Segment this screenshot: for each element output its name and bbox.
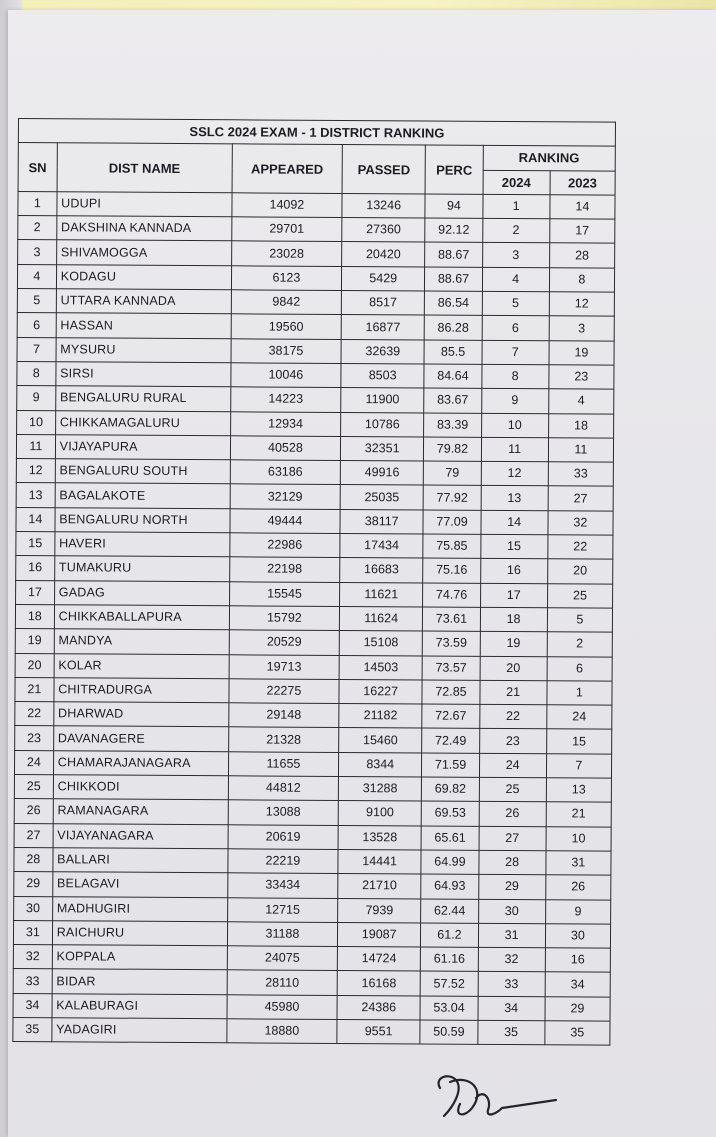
cell-perc: 94 [425,194,482,219]
cell-rank-2023: 32 [548,510,613,535]
table-row [13,945,610,973]
cell-perc: 65.61 [422,826,479,851]
cell-perc: 73.59 [423,631,480,656]
cell-rank-2023: 6 [547,656,612,681]
cell-perc: 69.53 [422,801,479,826]
cell-perc: 69.82 [422,777,479,802]
cell-rank-2024: 24 [479,753,546,778]
cell-sn: 35 [13,1017,52,1042]
cell-appeared: 9842 [231,290,341,315]
cell-rank-2023: 8 [549,268,614,293]
cell-appeared: 63186 [230,460,340,485]
cell-sn: 28 [14,847,53,872]
table-row [14,775,611,803]
cell-sn: 16 [16,556,55,581]
cell-rank-2023: 15 [546,729,611,754]
cell-rank-2024: 3 [482,243,549,268]
cell-appeared: 20529 [229,630,339,655]
cell-appeared: 28110 [227,970,337,995]
cell-appeared: 44812 [228,776,338,801]
cell-rank-2024: 18 [480,607,547,632]
cell-rank-2023: 33 [548,462,613,487]
table-row [16,483,613,511]
table-row [15,677,612,705]
cell-rank-2024: 13 [481,486,548,511]
cell-dist-name: BIDAR [52,969,227,994]
cell-passed: 14441 [338,849,422,874]
cell-rank-2024: 28 [478,850,545,875]
cell-dist-name: CHIKKODI [53,775,228,800]
cell-dist-name: HASSAN [56,313,231,338]
cell-appeared: 29148 [229,703,339,728]
cell-rank-2024: 12 [481,461,548,486]
table-row [17,337,614,365]
cell-perc: 79 [424,461,481,486]
cell-sn: 11 [16,434,55,459]
cell-rank-2024: 8 [481,364,548,389]
cell-rank-2023: 12 [549,292,614,317]
cell-rank-2023: 13 [546,778,611,803]
cell-rank-2024: 1 [482,194,549,219]
table-row [17,313,614,341]
cell-perc: 75.16 [423,558,480,583]
cell-rank-2024: 5 [482,291,549,316]
cell-dist-name: TUMAKURU [54,556,229,581]
cell-perc: 62.44 [421,898,478,923]
cell-rank-2023: 27 [548,486,613,511]
cell-rank-2023: 2 [547,632,612,657]
cell-sn: 23 [15,726,54,751]
cell-perc: 84.64 [424,364,481,389]
cell-appeared: 24075 [227,946,337,971]
cell-passed: 25035 [340,485,424,510]
cell-dist-name: DAVANAGERE [53,726,228,751]
cell-perc: 79.82 [424,437,481,462]
cell-rank-2024: 23 [479,729,546,754]
cell-appeared: 19560 [231,314,341,339]
cell-perc: 61.16 [421,947,478,972]
table-row [16,532,613,560]
table-row [16,556,613,584]
cell-passed: 11624 [339,606,423,631]
table-row [16,434,613,462]
cell-rank-2023: 24 [547,705,612,730]
cell-rank-2024: 31 [478,923,545,948]
cell-sn: 18 [15,604,54,629]
cell-appeared: 38175 [231,338,341,363]
cell-passed: 13246 [342,193,426,218]
cell-perc: 83.39 [424,413,481,438]
cell-perc: 88.67 [425,267,482,292]
cell-dist-name: CHITRADURGA [54,678,229,703]
cell-sn: 22 [15,702,54,727]
table-row [14,750,611,778]
cell-sn: 32 [13,945,52,970]
cell-rank-2024: 34 [478,996,545,1021]
cell-appeared: 15545 [229,581,339,606]
table-row [18,216,615,244]
table-row [14,896,611,924]
cell-appeared: 12715 [228,897,338,922]
cell-rank-2024: 35 [477,1020,544,1045]
table-body [13,191,615,1045]
handwritten-signature [430,1068,570,1128]
cell-passed: 32351 [340,436,424,461]
header-passed: PASSED [342,145,426,194]
cell-dist-name: VIJAYANAGARA [53,823,228,848]
header-appeared: APPEARED [232,144,342,193]
cell-rank-2024: 9 [481,389,548,414]
cell-rank-2023: 1 [547,681,612,706]
table-row [13,1017,610,1045]
header-rank-2024: 2024 [483,170,550,195]
header-ranking: RANKING [483,146,616,171]
cell-rank-2023: 34 [545,972,610,997]
cell-rank-2024: 33 [478,972,545,997]
table-row [14,799,611,827]
cell-rank-2023: 9 [545,899,610,924]
cell-perc: 75.85 [423,534,480,559]
cell-perc: 71.59 [422,753,479,778]
cell-dist-name: YADAGIRI [52,1018,227,1043]
cell-passed: 15460 [339,728,423,753]
cell-rank-2023: 17 [549,219,614,244]
cell-perc: 85.5 [424,340,481,365]
cell-dist-name: MYSURU [56,337,231,362]
table-title-row [18,119,615,147]
cell-appeared: 49444 [230,509,340,534]
cell-rank-2023: 30 [545,924,610,949]
cell-dist-name: BALLARI [53,848,228,873]
cell-perc: 64.99 [421,850,478,875]
cell-rank-2023: 35 [545,1021,610,1046]
cell-rank-2023: 23 [549,365,614,390]
cell-perc: 61.2 [421,923,478,948]
cell-sn: 29 [14,872,53,897]
cell-appeared: 45980 [227,994,337,1019]
cell-appeared: 23028 [232,241,342,266]
cell-rank-2024: 25 [479,777,546,802]
cell-sn: 21 [15,677,54,702]
cell-rank-2024: 10 [481,413,548,438]
cell-passed: 5429 [341,266,425,291]
cell-appeared: 6123 [231,266,341,291]
cell-rank-2023: 22 [548,535,613,560]
cell-passed: 16877 [341,315,425,340]
cell-rank-2023: 29 [545,996,610,1021]
cell-passed: 21710 [338,874,422,899]
cell-perc: 73.57 [423,656,480,681]
cell-dist-name: CHAMARAJANAGARA [53,750,228,775]
table-row [17,386,614,414]
cell-appeared: 22275 [229,679,339,704]
cell-dist-name: KODAGU [56,265,231,290]
header-dist-name: DIST NAME [57,143,233,193]
table-row [15,629,612,657]
cell-rank-2024: 21 [479,680,546,705]
cell-sn: 26 [14,799,53,824]
table-row [13,969,610,997]
cell-appeared: 12934 [230,411,340,436]
cell-passed: 27360 [342,218,426,243]
cell-sn: 27 [14,823,53,848]
cell-passed: 8344 [338,752,422,777]
cell-appeared: 11655 [228,752,338,777]
table-row [13,920,610,948]
cell-rank-2024: 6 [482,316,549,341]
cell-rank-2023: 10 [546,826,611,851]
cell-rank-2024: 17 [480,583,547,608]
cell-perc: 88.67 [425,242,482,267]
table-row [17,410,614,438]
cell-rank-2023: 3 [549,316,614,341]
table-row [17,289,614,317]
cell-rank-2024: 4 [482,267,549,292]
table-header-row [18,143,615,171]
cell-sn: 19 [15,629,54,654]
cell-passed: 8503 [341,363,425,388]
cell-appeared: 22219 [228,849,338,874]
cell-sn: 20 [15,653,54,678]
table-row [18,191,615,219]
cell-passed: 15108 [339,631,423,656]
cell-rank-2023: 26 [545,875,610,900]
cell-sn: 6 [17,313,56,338]
cell-passed: 14724 [337,947,421,972]
table-row [14,847,611,875]
cell-sn: 31 [13,920,52,945]
cell-dist-name: BELAGAVI [52,872,227,897]
cell-dist-name: MADHUGIRI [52,896,227,921]
table-row [16,459,613,487]
cell-rank-2024: 26 [479,802,546,827]
cell-passed: 10786 [340,412,424,437]
cell-dist-name: UDUPI [57,192,232,217]
cell-appeared: 15792 [229,606,339,631]
cell-perc: 72.85 [422,680,479,705]
cell-dist-name: SHIVAMOGGA [56,240,231,265]
cell-rank-2024: 14 [480,510,547,535]
cell-dist-name: DAKSHINA KANNADA [56,216,231,241]
cell-perc: 83.67 [424,388,481,413]
cell-rank-2024: 11 [481,437,548,462]
district-ranking-table [12,118,616,1046]
table-row [16,580,613,608]
table-row [18,240,615,268]
cell-rank-2023: 28 [549,243,614,268]
cell-dist-name: CHIKKAMAGALURU [55,410,230,435]
cell-passed: 9551 [337,1019,421,1044]
table-row [15,702,612,730]
cell-sn: 13 [16,483,55,508]
cell-sn: 15 [16,532,55,557]
cell-perc: 72.49 [422,728,479,753]
cell-dist-name: RAICHURU [52,921,227,946]
cell-dist-name: BAGALAKOTE [55,483,230,508]
cell-sn: 2 [18,216,57,241]
cell-perc: 77.09 [423,510,480,535]
cell-passed: 21182 [339,704,423,729]
cell-passed: 24386 [337,995,421,1020]
cell-sn: 7 [17,337,56,362]
table-row [16,507,613,535]
cell-perc: 86.54 [425,291,482,316]
cell-rank-2024: 7 [482,340,549,365]
cell-dist-name: VIJAYAPURA [55,435,230,460]
cell-passed: 14503 [339,655,423,680]
table-row [13,993,610,1021]
cell-dist-name: KOLAR [54,653,229,678]
cell-appeared: 13088 [228,800,338,825]
cell-rank-2024: 2 [482,219,549,244]
cell-passed: 16168 [337,971,421,996]
cell-dist-name: KOPPALA [52,945,227,970]
cell-passed: 31288 [338,776,422,801]
cell-dist-name: DHARWAD [53,702,228,727]
table-row [17,264,614,292]
cell-rank-2024: 30 [478,899,545,924]
cell-sn: 1 [18,191,57,216]
cell-sn: 30 [14,896,53,921]
cell-passed: 32639 [341,339,425,364]
cell-passed: 49916 [340,461,424,486]
table-row [15,653,612,681]
cell-dist-name: SIRSI [56,362,231,387]
table-row [15,726,612,754]
cell-perc: 74.76 [423,583,480,608]
cell-sn: 8 [17,361,56,386]
cell-passed: 16227 [339,679,423,704]
cell-sn: 25 [14,775,53,800]
table-row [14,823,611,851]
cell-sn: 10 [17,410,56,435]
cell-passed: 9100 [338,801,422,826]
cell-appeared: 14092 [232,193,342,218]
cell-perc: 77.92 [424,485,481,510]
cell-appeared: 40528 [230,436,340,461]
cell-perc: 64.93 [421,874,478,899]
cell-dist-name: GADAG [54,580,229,605]
cell-dist-name: CHIKKABALLAPURA [54,605,229,630]
cell-appeared: 33434 [228,873,338,898]
cell-rank-2023: 18 [548,413,613,438]
cell-sn: 5 [17,289,56,314]
cell-appeared: 10046 [231,363,341,388]
cell-rank-2023: 25 [547,583,612,608]
cell-passed: 19087 [337,922,421,947]
cell-rank-2023: 11 [548,438,613,463]
cell-appeared: 22198 [230,557,340,582]
cell-rank-2024: 15 [480,534,547,559]
cell-sn: 9 [17,386,56,411]
cell-rank-2023: 7 [546,753,611,778]
cell-rank-2023: 4 [548,389,613,414]
cell-appeared: 18880 [227,1019,337,1044]
cell-appeared: 31188 [227,922,337,947]
table-row [15,604,612,632]
cell-perc: 92.12 [425,218,482,243]
cell-appeared: 22986 [230,533,340,558]
cell-dist-name: HAVERI [55,532,230,557]
cell-sn: 24 [14,750,53,775]
table-title: SSLC 2024 EXAM - 1 DISTRICT RANKING [18,119,615,147]
cell-rank-2023: 19 [549,340,614,365]
cell-passed: 38117 [340,509,424,534]
cell-rank-2024: 32 [478,947,545,972]
cell-perc: 73.61 [423,607,480,632]
cell-perc: 72.67 [422,704,479,729]
cell-appeared: 29701 [232,217,342,242]
cell-rank-2023: 31 [546,851,611,876]
cell-appeared: 21328 [229,727,339,752]
cell-dist-name: UTTARA KANNADA [56,289,231,314]
header-sn: SN [18,143,57,192]
cell-passed: 11900 [341,388,425,413]
cell-perc: 53.04 [420,996,477,1021]
table-row [17,361,614,389]
cell-perc: 57.52 [421,971,478,996]
cell-appeared: 32129 [230,484,340,509]
cell-appeared: 19713 [229,654,339,679]
cell-perc: 86.28 [425,315,482,340]
cell-passed: 8517 [341,291,425,316]
cell-rank-2024: 19 [480,632,547,657]
cell-sn: 12 [16,459,55,484]
cell-sn: 17 [16,580,55,605]
cell-dist-name: KALABURAGI [52,993,227,1018]
cell-passed: 20420 [342,242,426,267]
cell-passed: 17434 [340,534,424,559]
cell-passed: 13528 [338,825,422,850]
header-perc: PERC [426,145,483,194]
cell-passed: 11621 [339,582,423,607]
cell-rank-2024: 22 [479,704,546,729]
cell-dist-name: MANDYA [54,629,229,654]
cell-rank-2024: 29 [478,875,545,900]
cell-rank-2023: 21 [546,802,611,827]
cell-sn: 34 [13,993,52,1018]
cell-sn: 33 [13,969,52,994]
cell-dist-name: BENGALURU SOUTH [55,459,230,484]
cell-rank-2024: 16 [480,559,547,584]
cell-rank-2023: 5 [547,608,612,633]
cell-dist-name: BENGALURU NORTH [55,507,230,532]
cell-passed: 7939 [338,898,422,923]
header-rank-2023: 2023 [550,170,615,195]
cell-rank-2024: 20 [480,656,547,681]
cell-sn: 14 [16,507,55,532]
cell-rank-2024: 27 [479,826,546,851]
cell-dist-name: BENGALURU RURAL [55,386,230,411]
cell-appeared: 14223 [231,387,341,412]
cell-rank-2023: 14 [550,195,615,220]
cell-passed: 16683 [340,558,424,583]
cell-perc: 50.59 [420,1020,477,1045]
cell-rank-2023: 20 [547,559,612,584]
cell-dist-name: RAMANAGARA [53,799,228,824]
cell-rank-2023: 16 [545,948,610,973]
cell-sn: 4 [17,264,56,289]
cell-sn: 3 [18,240,57,265]
table-row [14,872,611,900]
cell-appeared: 20619 [228,824,338,849]
